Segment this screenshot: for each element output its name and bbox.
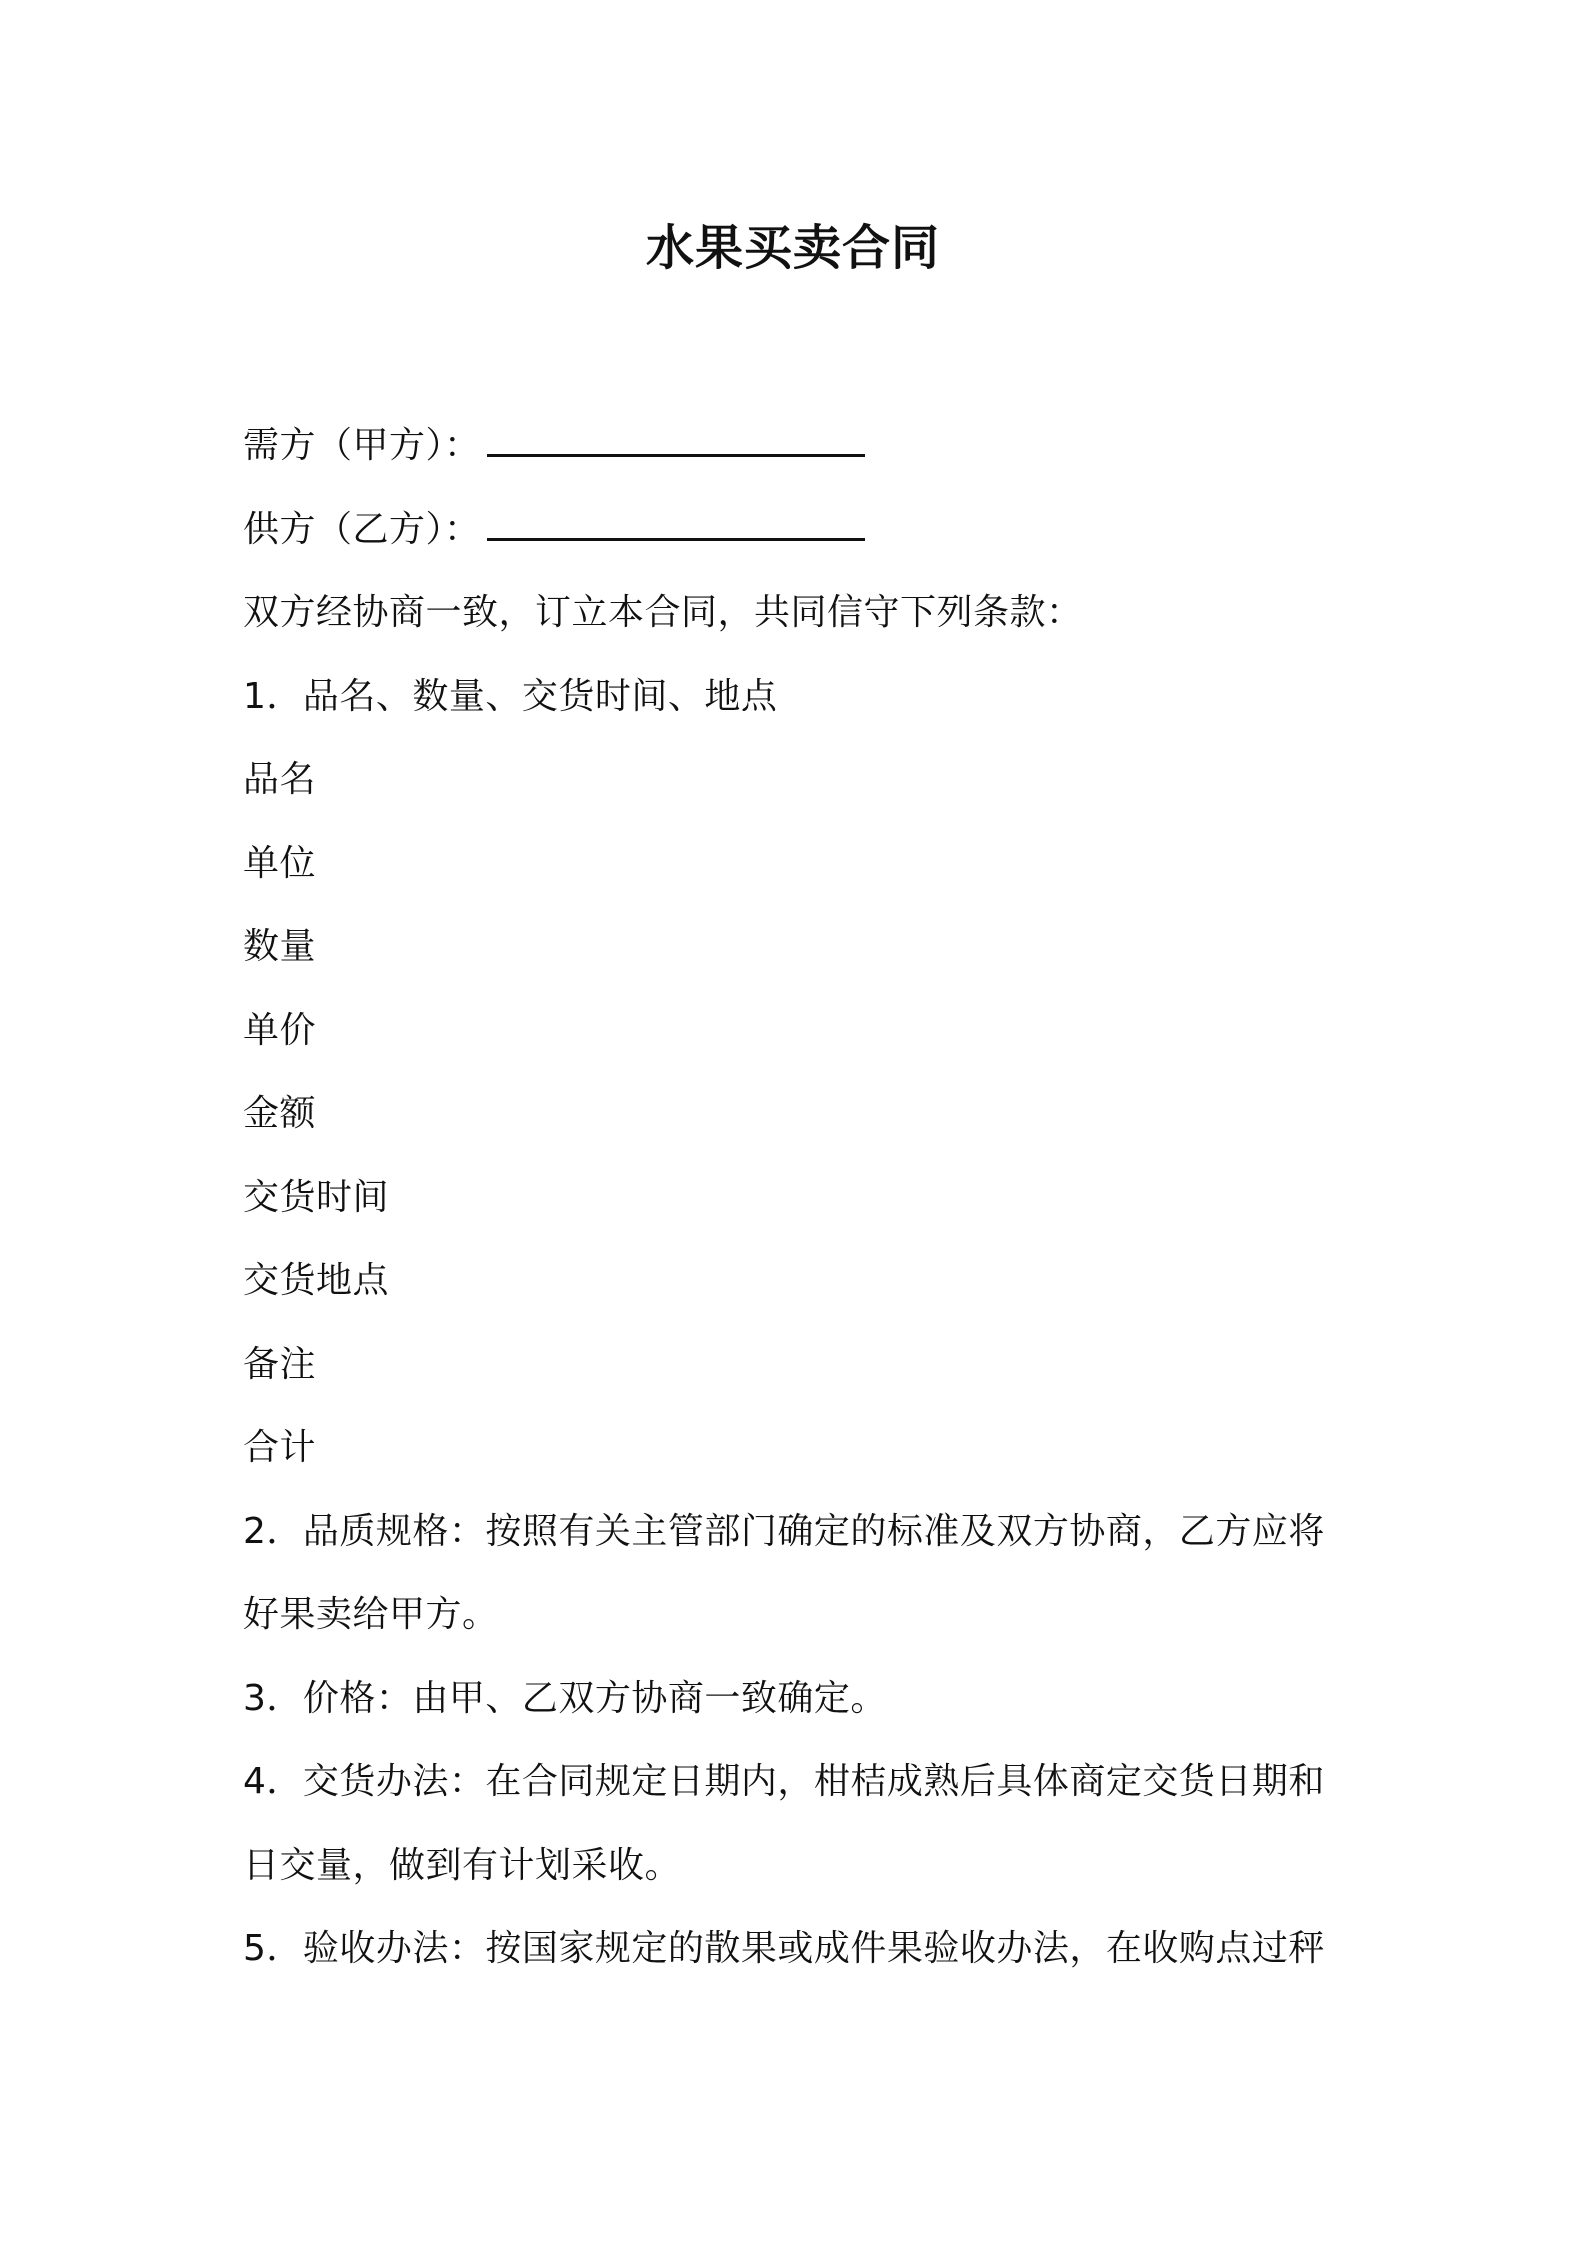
clause-1-heading: 1．品名、数量、交货时间、地点 (243, 675, 778, 717)
party-a-blank-field[interactable] (487, 418, 865, 457)
party-a-line (243, 404, 1383, 488)
item-label-unit-price: 单价 (243, 1009, 317, 1051)
clause-5-line-1: 5．验收办法：按国家规定的散果或成件果验收办法，在收购点过秤 (243, 1928, 1325, 1969)
item-label-product-name: 品名 (243, 759, 317, 800)
party-a-label: 需方（甲方）： (243, 425, 481, 466)
party-b-line (243, 488, 1383, 572)
item-label-delivery-place: 交货地点 (243, 1260, 390, 1301)
document-body (243, 404, 1383, 1991)
intro-paragraph: 双方经协商一致，订立本合同，共同信守下列条款： (243, 592, 1083, 633)
clause-4-line-2: 日交量，做到有计划采收。 (243, 1844, 682, 1886)
document-title: 水果买卖合同 (645, 220, 940, 276)
party-b-blank-field[interactable] (487, 502, 865, 541)
clause-2-line-2: 好果卖给甲方。 (243, 1594, 499, 1635)
item-label-amount: 金额 (243, 1093, 317, 1134)
clause-2-line-1: 2．品质规格：按照有关主管部门确定的标准及双方协商，乙方应将 (243, 1510, 1325, 1552)
clause-4-line-1: 4．交货办法：在合同规定日期内，柑桔成熟后具体商定交货日期和 (243, 1761, 1325, 1802)
clause-3: 3．价格：由甲、乙双方协商一致确定。 (243, 1677, 887, 1719)
item-label-total: 合计 (243, 1427, 317, 1468)
party-b-label: 供方（乙方）： (243, 508, 481, 550)
item-label-remarks: 备注 (243, 1343, 317, 1385)
item-label-unit: 单位 (243, 842, 317, 884)
item-label-delivery-time: 交货时间 (243, 1176, 390, 1218)
item-label-quantity: 数量 (243, 926, 317, 967)
